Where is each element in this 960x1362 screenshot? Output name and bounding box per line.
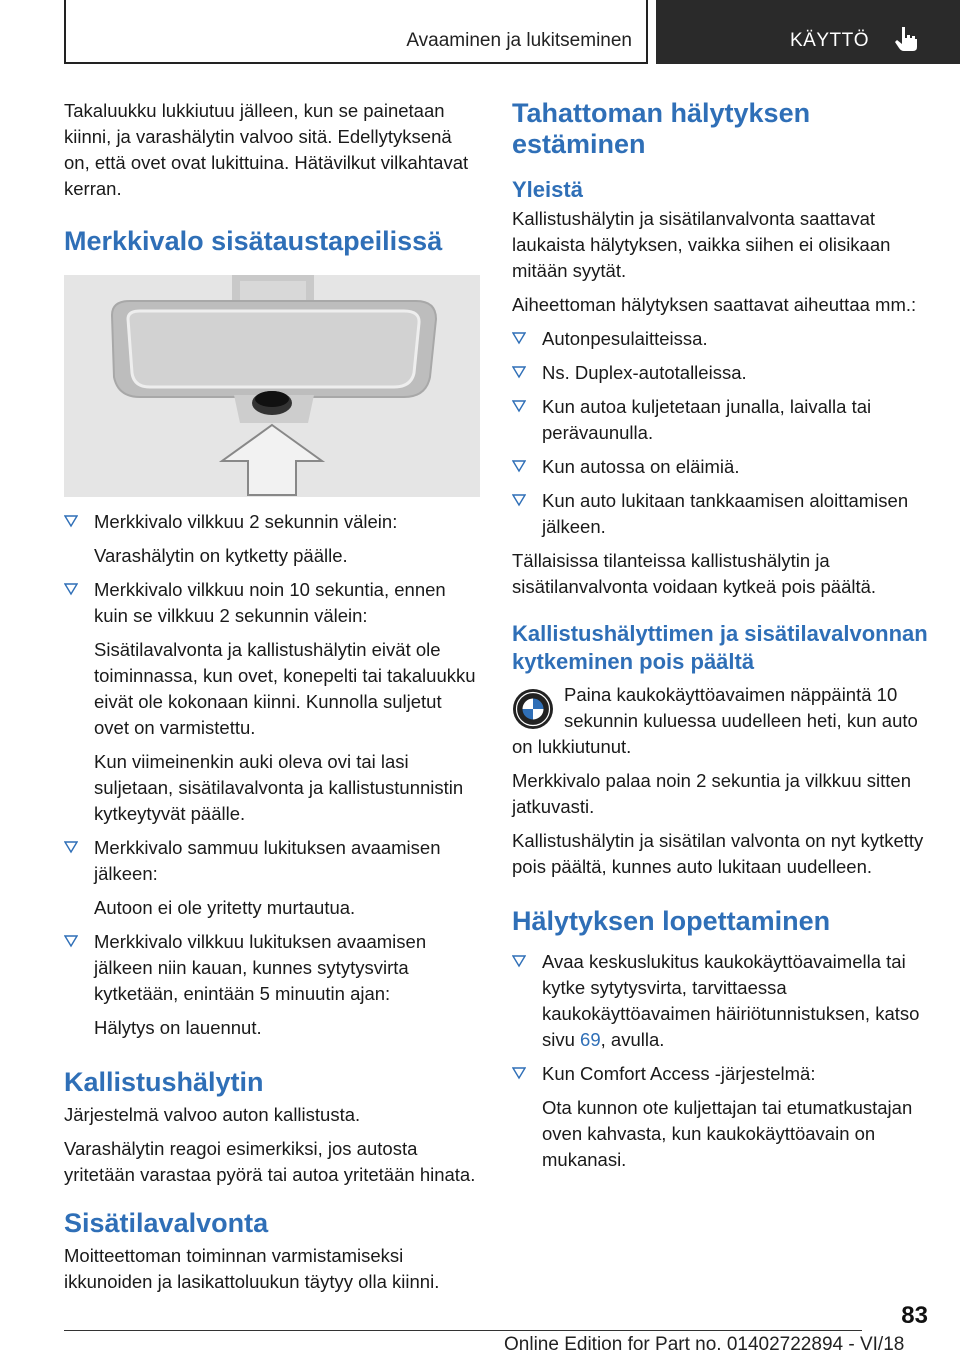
- heading-tilt-alarm: Kallistushälytin: [64, 1067, 264, 1097]
- list-item: Merkkivalo sammuu lukituksen avaamisen jälkeen:: [64, 835, 480, 887]
- triangle-bullet-icon: [512, 493, 526, 507]
- heading-avoid-false-alarm: Tahattoman hälytyksen estäminen: [512, 98, 811, 159]
- list-item: Kun autoa kuljetetaan junalla, laivalla tai perävaunulla.: [512, 394, 928, 446]
- triangle-bullet-icon: [512, 365, 526, 379]
- triangle-bullet-icon: [512, 954, 526, 968]
- list-item: Kun auto lukitaan tankkaamisen aloittamisen jälkeen.: [512, 488, 928, 540]
- list-item: Merkkivalo vilkkuu lukituksen avaamisen jälkeen niin kauan, kunnes sytytysvirta kytketään, enintään 5 minuutin ajan:: [64, 929, 480, 1007]
- general-paragraph-2: Aiheettoman hälytyksen saattavat aiheuttaa mm.:: [512, 294, 917, 315]
- causes-list: [512, 326, 928, 540]
- list-item-detail: Hälytys on lauennut.: [94, 1017, 262, 1038]
- header-chapter-box: [656, 0, 960, 64]
- list-item: Avaa keskuslukitus kaukokäyttöavaimella tai kytke sytytysvirta, tarvittaessa kaukokäyttöavaimen häiriötunnistuksen, katso sivu 69, avulla.: [512, 949, 928, 1053]
- chapter-title: KÄYTTÖ: [790, 30, 870, 51]
- bmw-key-button-icon: [512, 688, 554, 730]
- triangle-bullet-icon: [512, 1066, 526, 1080]
- heading-general: Yleistä: [512, 177, 583, 202]
- triangle-bullet-icon: [512, 459, 526, 473]
- section-title: Avaaminen ja lukitseminen: [406, 30, 632, 51]
- list-item: Autonpesulaitteissa.: [512, 326, 928, 352]
- list-item: Merkkivalo vilkkuu 2 sekunnin välein:: [64, 509, 480, 535]
- page-number: 83: [901, 1302, 928, 1329]
- switch-off-paragraph-2: Merkkivalo palaa noin 2 sekuntia ja vilkkuu sitten jatkuvasti.: [512, 770, 911, 817]
- list-item-detail: Sisätilavalvonta ja kallistushälytin eivät ole toiminnassa, kun ovet, konepelti tai takaluukku eivät ole kokonaan kiinni. Kunnolla suljetut ovet on varmistettu.: [94, 639, 476, 738]
- list-item-detail: Kun viimeinenkin auki oleva ovi tai lasi suljetaan, sisätilavalvonta ja kallistustunnistin kytkeytyvät päälle.: [94, 751, 464, 824]
- general-paragraph-1: Kallistushälytin ja sisätilanvalvonta saattavat laukaista hälytyksen, vaikka siihen ei olisikaan mitään syytät.: [512, 208, 891, 281]
- heading-indicator-light: Merkkivalo sisätaustapeilissä: [64, 226, 443, 256]
- list-item: Kun autossa on eläimiä.: [512, 454, 928, 480]
- switch-off-paragraph-1: Paina kaukokäyttöavaimen näppäintä 10 sekunnin kuluessa uudelleen heti, kun auto on lukkiutunut.: [512, 684, 918, 757]
- tilt-paragraph-1: Järjestelmä valvoo auton kallistusta.: [64, 1104, 361, 1125]
- left-column: [64, 98, 480, 1303]
- mirror-illustration: [64, 275, 480, 497]
- list-item-detail: Ota kunnon ote kuljettajan tai etumatkustajan oven kahvasta, kun kaukokäyttöavain on mukanasi.: [542, 1097, 913, 1170]
- rearview-mirror-image: [64, 275, 480, 497]
- hand-pointer-icon: [892, 24, 922, 54]
- triangle-bullet-icon: [512, 399, 526, 413]
- triangle-bullet-icon: [64, 514, 78, 528]
- heading-switch-off: Kallistushälyttimen ja sisätilavalvonnan kytkeminen pois päältä: [512, 621, 928, 674]
- tilt-paragraph-2: Varashälytin reagoi esimerkiksi, jos autosta yritetään varastaa pyörä tai autoa yritetään hinata.: [64, 1138, 476, 1185]
- general-paragraph-3: Tällaisissa tilanteissa kallistushälytin ja sisätilanvalvonta voidaan kytkeä pois päältä.: [512, 550, 877, 597]
- interior-paragraph: Moitteettoman toiminnan varmistamiseksi ikkunoiden ja lasikattoluukun täytyy olla kiinni.: [64, 1245, 440, 1292]
- footer-edition: Online Edition for Part no. 01402722894 - VI/18: [504, 1334, 905, 1355]
- triangle-bullet-icon: [512, 331, 526, 345]
- triangle-bullet-icon: [64, 840, 78, 854]
- intro-paragraph: Takaluukku lukkiutuu jälleen, kun se painetaan kiinni, ja varashälytin valvoo sitä. Edellytyksenä on, että ovet ovat lukittuina. Hätävilkut vilkahtavat kerran.: [64, 100, 469, 199]
- list-item-detail: Varashälytin on kytketty päälle.: [94, 545, 348, 566]
- triangle-bullet-icon: [64, 934, 78, 948]
- heading-stop-alarm: Hälytyksen lopettaminen: [512, 906, 831, 936]
- list-item: Ns. Duplex-autotalleissa.: [512, 360, 928, 386]
- indicator-list: [64, 509, 480, 1041]
- right-column: [512, 98, 928, 1181]
- header-section-box: [64, 0, 648, 64]
- list-item: Merkkivalo vilkkuu noin 10 sekuntia, ennen kuin se vilkkuu 2 sekunnin välein:: [64, 577, 480, 629]
- page-reference-link[interactable]: 69: [580, 1029, 601, 1050]
- list-item: Kun Comfort Access -järjestelmä:: [512, 1061, 928, 1087]
- heading-interior-monitoring: Sisätilavalvonta: [64, 1208, 269, 1238]
- triangle-bullet-icon: [64, 582, 78, 596]
- footer-divider: [64, 1330, 862, 1331]
- switch-off-paragraph-3: Kallistushälytin ja sisätilan valvonta on nyt kytketty pois päältä, kunnes auto lukitaan uudelleen.: [512, 830, 924, 877]
- list-item-detail: Autoon ei ole yritetty murtautua.: [94, 897, 356, 918]
